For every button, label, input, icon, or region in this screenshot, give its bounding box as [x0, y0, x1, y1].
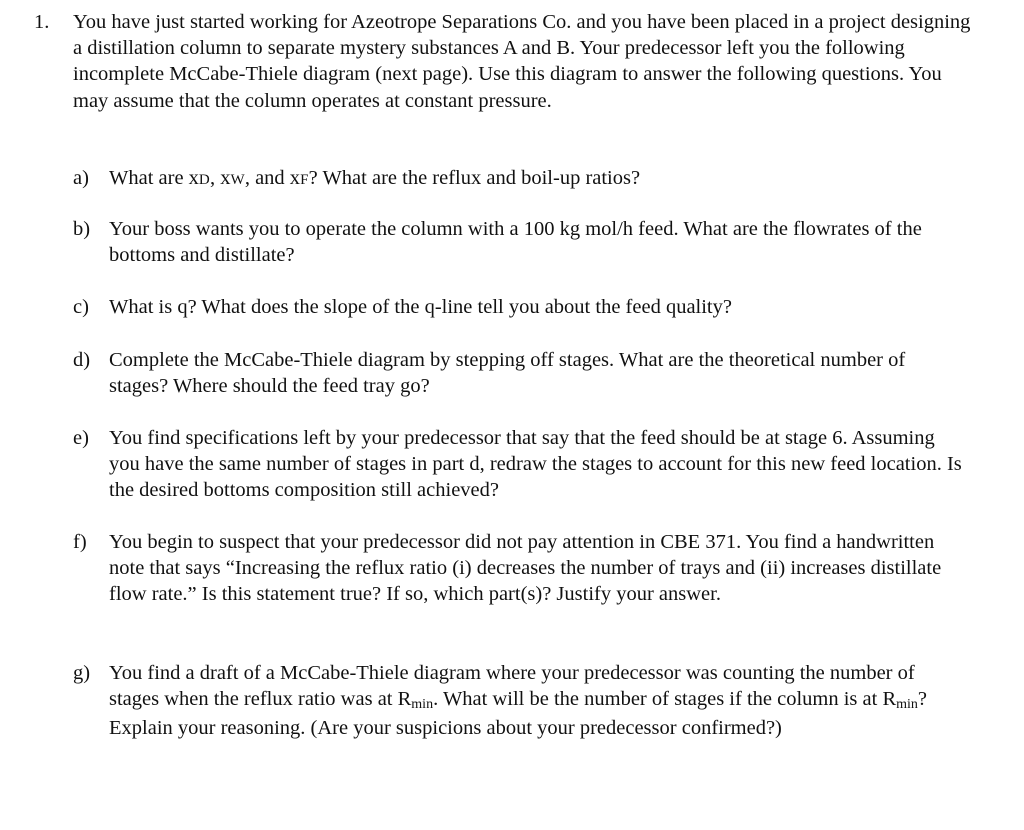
part-g-text — [109, 660, 969, 742]
part-e-label: e) — [73, 427, 89, 449]
part-c-label: c) — [73, 296, 89, 318]
part-f-text: You begin to suspect that your predecessor did not pay attention in CBE 371. You find a handwritten note that says “Increasing the reflux ratio (i) decreases the number of trays and (ii) increases distillate flow rate.” Is this statement true? If so, which part(s)? Justify your answer. — [109, 531, 942, 606]
part-b-label: b) — [73, 218, 91, 240]
part-g-label: g) — [73, 662, 91, 684]
part-a-text-seg3: , and x — [244, 167, 301, 189]
part-c-text: What is q? What does the slope of the q-line tell you about the feed quality? — [109, 296, 732, 318]
question-number: 1. — [34, 11, 50, 33]
part-a-text — [109, 165, 969, 193]
part-g-sub-min-1: min — [411, 697, 434, 713]
part-a-text-seg1: What are x — [109, 167, 199, 189]
part-a-sub-f: F — [300, 172, 309, 188]
part-g-text-seg2: . What will be the number of stages if the column is at R — [433, 688, 897, 711]
part-b-text: Your boss wants you to operate the column with a 100 kg mol/h feed. What are the flowrates of the bottoms and distillate? — [109, 218, 922, 267]
part-a-sub-d: D — [198, 172, 210, 188]
question-intro: You have just started working for Azeotrope Separations Co. and you have been placed in a project designing a distillation column to separate mystery substances A and B. Your predecessor left you the following incomplete McCabe-Thiele diagram (next page). Use this diagram to answer the following questions. You may assume that the column operates at constant pressure. — [73, 11, 971, 112]
part-a-sub-w: W — [230, 172, 245, 188]
part-d-text: Complete the McCabe-Thiele diagram by stepping off stages. What are the theoretical number of stages? Where should the feed tray go? — [109, 349, 906, 398]
part-g-text-seg1: You find a draft of a McCabe-Thiele diagram where your predecessor was counting the number of stages when the reflux ratio was at R — [109, 662, 915, 711]
part-a-text-seg2: , x — [209, 167, 231, 189]
part-a-label: a) — [73, 167, 89, 189]
part-a-text-seg4: ? What are the reflux and boil-up ratios? — [308, 167, 641, 189]
part-f-label: f) — [73, 531, 87, 553]
part-g-text-seg3: ? Explain your reasoning. (Are your suspicions about your predecessor confirmed?) — [109, 688, 928, 740]
part-d-label: d) — [73, 349, 91, 371]
part-g-sub-min-2: min — [896, 697, 918, 713]
part-e-text: You find specifications left by your predecessor that say that the feed should be at stage 6. Assuming you have the same number of stages in part d, redraw the stages to account for this new feed location. Is the desired bottoms composition still achieved? — [109, 427, 962, 502]
